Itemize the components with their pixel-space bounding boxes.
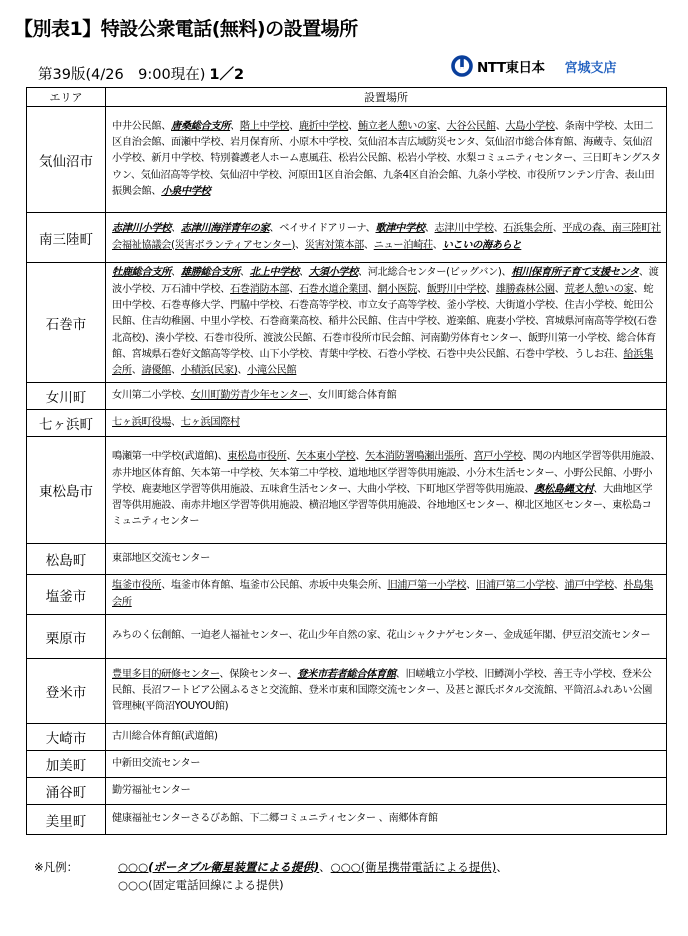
place-text: 健康福祉センターさるびあ館、下二郷コミュニティセンター 、南郷体育館 [112,813,438,825]
place-text: 、河北総合センター(ビッグバン)、 [357,267,512,279]
area-name: 松島町 [27,544,106,575]
place-text: 、 [131,365,142,377]
table-row [27,410,667,437]
table-row [27,213,667,263]
place-text: 、 [289,120,299,132]
ntt-logo [451,53,617,79]
place-name: 小泉中学校 [161,185,211,197]
table-row [27,383,667,410]
place-name: 石浜集会所 [503,223,553,235]
place-text: 、 [171,365,181,377]
installation-places [106,724,667,751]
place-name: 雄勝総合支所 [180,267,240,279]
place-text: 女川第二小学校、 [112,389,191,401]
place-text: 、 [493,223,504,235]
place-name: 七ヶ浜町役場 [112,416,172,428]
place-text: 、 [286,451,297,463]
place-name: 雄勝森林公園 [495,283,555,295]
place-name: 相川保育所子育て支援センタ [511,267,639,279]
place-name: 七ヶ浜国際村 [180,416,240,428]
place-text: 、 [436,120,447,132]
place-name: 給浜集会所 [112,348,654,377]
place-text: 、 [613,580,624,592]
ntt-logo-icon [451,55,473,77]
installation-places [106,544,667,575]
area-name: 気仙沼市 [27,107,106,213]
area-name: 加美町 [27,751,106,778]
place-text: 、 [463,451,474,463]
place-name: いこいの海あらと [442,239,522,251]
place-name: 登米市若者総合体育館 [297,668,396,680]
place-name: 石巻水道企業団 [298,283,368,295]
place-name: 大須小学校 [308,267,358,279]
area-name: 登米市 [27,659,106,724]
place-name: 女川町勤労青少年センター [190,389,308,401]
table-header [27,88,667,107]
place-text: 、 [171,267,181,279]
area-name: 美里町 [27,805,106,835]
legend [34,858,508,894]
place-text: 、 [432,239,443,251]
table-row [27,778,667,805]
place-name: 北上中学校 [249,267,299,279]
place-name: 濤優館 [141,365,172,377]
installation-places [106,805,667,835]
place-name: 志津川海洋青年の家 [180,223,270,235]
area-name: 東松島市 [27,437,106,544]
table-row [27,575,667,615]
place-text: 、保険センター、 [219,668,298,680]
place-text: 、 [417,283,427,295]
place-text: 、 [554,283,565,295]
place-name: 階上中学校 [239,120,290,132]
place-text: 、 [554,580,565,592]
table-row [27,751,667,778]
place-text: 古川総合体育館(武道館) [112,730,218,742]
place-text: 、 [298,267,309,279]
table-row [27,805,667,835]
place-name: 鮪立老人憩いの家 [357,120,437,132]
edition-label: 第39版(4/26 9:00現在) [38,67,206,83]
area-name: 大崎市 [27,724,106,751]
area-name: 女川町 [27,383,106,410]
place-text: 、 [230,120,240,132]
place-text: 、 [289,283,299,295]
place-name: 志津川中学校 [434,223,494,235]
place-text: 中新田交流センター [112,757,201,769]
place-name: 小積浜(民家) [180,365,238,377]
table-row [27,544,667,575]
place-text: みちのく伝創館、一迫老人福祉センター、花山少年自然の家、花山シャクナゲセンター、金成延年閣、伊豆沼交流センター [112,630,651,642]
place-name: 奥松島縄文村 [534,483,594,495]
place-text: 、 [239,267,250,279]
place-text: 、ベイサイドアリーナ、 [269,223,376,235]
place-name: 矢本消防署鳴瀬出張所 [365,451,464,463]
legend-separator: 、 [496,860,508,874]
place-text: 、 [295,239,305,251]
place-text: 、大曲地区学習等供用施設、南赤井地区学習等供用施設、横沼地区学習等供用施設、谷地地区センター、柳北区地区センター、東松島コミュニティセンター [112,483,653,528]
area-name: 七ヶ浜町 [27,410,106,437]
place-name: 朴島集会所 [112,580,654,608]
place-name: 旧浦戸第二小学校 [476,580,555,592]
legend-line-1 [34,858,508,876]
legend-separator: 、 [319,860,331,874]
branch-name: 宮城支店 [564,60,617,76]
table-row [27,263,667,383]
place-text: 、 [161,120,172,132]
place-name: 塩釜市役所 [112,580,162,592]
area-name: 栗原市 [27,615,106,659]
place-name: 矢本東小学校 [296,451,356,463]
installation-places [106,575,667,615]
place-text: 、蛇田中学校、石巻専修大学、門脇中学校、石巻高等学校、市立女子高等学校、釜小学校、大街道小学校、住吉小学校、蛇田公民館、住吉幼稚園、中里小学校、石巻商業高校、稲井公民館、住吉中学校、遊楽館、鹿妻小学校、宮城県河南高等学校(石巻北高校)、湊小学校、石巻市役所、渡波公民館、石巻市役所市民会館、河南勤労体育センター、飯野川第一小学校、総合体育館、宮城県石巻好文館高等学校、山下小学校、青葉中学校、石巻小学校、石巻中央公民館、石巻中学校、うしお荘、 [112,283,657,360]
column-header-places: 設置場所 [106,88,667,107]
installation-places [106,263,667,383]
place-name: 網小医院 [377,283,418,295]
place-name: 災害対策本部 [304,239,364,251]
place-text: 、 [495,120,506,132]
place-text: 、 [237,365,248,377]
installation-places [106,437,667,544]
table-row [27,724,667,751]
place-name: 石巻消防本部 [230,283,290,295]
area-name: 塩釜市 [27,575,106,615]
place-name: ニュー泊崎荘 [373,239,433,251]
place-name: 宮戸小学校 [473,451,523,463]
place-name: 大島小学校 [505,120,555,132]
installation-places [106,410,667,437]
place-name: 飯野川中学校 [426,283,486,295]
brand-name: NTT東日本 [477,60,545,76]
installation-places [106,383,667,410]
place-name: 大谷公民館 [446,120,496,132]
place-name: 旧浦戸第一小学校 [387,580,467,592]
place-text: 、 [363,239,374,251]
installation-table [26,87,667,835]
place-name: 小滝公民館 [247,365,297,377]
place-text: 、旧嵯峨立小学校、旧鱒渕小学校、善王寺小学校、登米公民館、長沼フートピア公園ふるさと交流館、登米市東和国際交流センター、及甚と源氏ボタル交流館、平筒沼ふれあい公園管理棟(平筒沼YOUYOU館) [112,668,652,713]
place-text: 勤労福祉センター [112,784,191,796]
place-text: 、 [171,223,181,235]
place-name: 荒老人憩いの家 [564,283,634,295]
place-text: 、 [485,283,496,295]
legend-line-2 [34,876,508,894]
place-text: 、 [348,120,358,132]
page-title: 【別表1】特設公衆電話(無料)の設置場所 [14,18,358,40]
place-text: 東部地区交流センター [112,552,210,564]
table-row [27,437,667,544]
table-row [27,659,667,724]
table-row [27,615,667,659]
place-name: 浦戸中学校 [564,580,614,592]
place-text: 、 [424,223,435,235]
place-text: 、条南中学校、太田二区自治会館、面瀬中学校、岩月保育所、小原木中学校、気仙沼本吉広域防災センタ、気仙沼市総合体育館、海蔵寺、気仙沼小学校、新月中学校、特別養護老人ホーム恵風荘、松岩公民館、松岩小学校、水梨コミュニティセンター、三日町キングスタウン、気仙沼高等学校、気仙沼中学校、河原田1区自治会館、九条4区自治会館、九条小学校、市役所ワンテン庁舎、表山田振興会館、 [112,120,661,197]
legend-portable: ○○○(ポータブル衛星装置による提供) [118,860,320,874]
area-name: 石巻市 [27,263,106,383]
place-text: 、女川町総合体育館 [307,389,397,401]
place-name: 歌津中学校 [375,223,425,235]
installation-places [106,659,667,724]
legend-satellite: ○○○(衛星携帯電話による提供) [330,860,497,874]
place-name: 平成の森、南三陸町社会福祉協議会(災害ボランティアセンター) [112,223,661,251]
place-text: 、渡波小学校、万石浦中学校、 [112,267,659,295]
installation-places [106,213,667,263]
installation-places [106,751,667,778]
place-text: 、 [367,283,378,295]
place-text: 、 [355,451,366,463]
place-name: 牡鹿総合支所 [112,267,172,279]
area-name: 南三陸町 [27,213,106,263]
legend-label: ※凡例： [34,860,79,874]
installation-places [106,615,667,659]
place-name: 豊里多目的研修センター [112,668,220,680]
place-text: 、塩釜市体育館、塩釜市公民館、赤坂中央集会所、 [161,580,388,592]
place-name: 志津川小学校 [112,223,172,235]
place-text: 、 [552,223,563,235]
table-body [27,107,667,835]
page-number: 1／2 [209,67,245,83]
area-name: 涌谷町 [27,778,106,805]
place-text: 中井公民館 [112,120,162,132]
place-text: 、 [466,580,476,592]
place-name: 東松島市役所 [227,451,287,463]
place-name: 鹿折中学校 [298,120,349,132]
place-name: 唐桑総合支所 [171,120,231,132]
edition-info [38,63,244,84]
place-text: 、関の内地区学習等供用施設、赤井地区体育館、矢本第一中学校、矢本第二中学校、道地地区学習等供用施設、小分木生活センター、小野公民館、小野小学校、鹿妻地区学習等供用施設、五味倉生活センター、大曲小学校、下町地区学習等供用施設、 [112,451,661,495]
installation-places [106,107,667,213]
legend-fixed: ○○○(固定電話回線による提供) [118,878,284,892]
table-row [27,107,667,213]
column-header-area: エリア [27,88,106,107]
place-text: 、 [171,416,181,428]
installation-places [106,778,667,805]
place-text: 鳴瀬第一中学校(武道館)、 [112,451,228,463]
